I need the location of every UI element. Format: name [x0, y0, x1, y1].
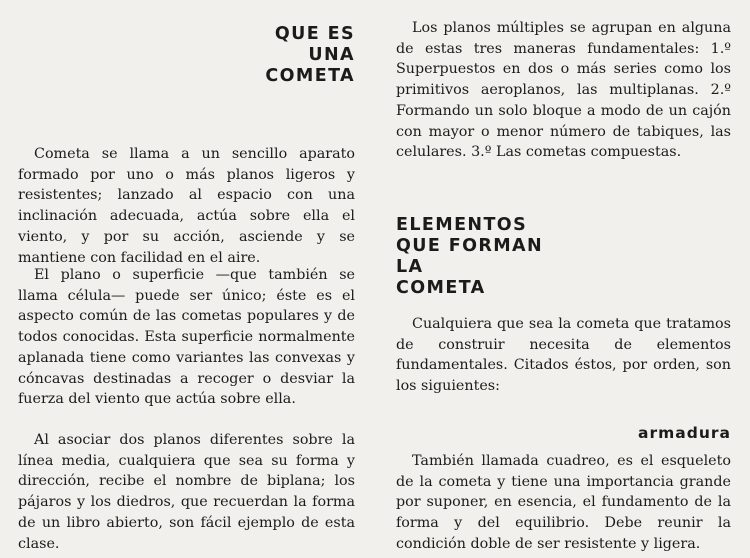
paragraph: El plano o superficie —que también se llama célula— puede ser único; éste es el aspecto común de las cometas populares y de todos conocidas. Esta superficie normalmente aplanada tiene como variantes las convexas y cóncavas destinadas a recoger o desviar la fuerza del viento que actúa sobre ella.	[18, 267, 355, 408]
heading-line: LA	[396, 257, 424, 277]
paragraph: También llamada cuadreo, es el esqueleto de la cometa y tiene una importancia grande por suponer, en esencia, el fundamento de la forma y del equilibrio. Debe reunir la condición doble de ser resistente y ligera.	[396, 453, 731, 552]
heading-line: QUE ES	[274, 24, 355, 44]
section-heading-elementos	[396, 215, 543, 299]
heading-line: COMETA	[265, 66, 355, 86]
paragraph: Al asociar dos planos diferentes sobre la línea media, cualquiera que sea su forma y dirección, recibe el nombre de biplana; los pájaros y los diedros, que recuerdan la forma de un libro abierto, son fácil ejemplo de esta clase.	[18, 432, 355, 552]
heading-line: ELEMENTOS	[396, 215, 528, 235]
heading-line: COMETA	[396, 278, 486, 298]
section-heading-que-es-una-cometa	[265, 24, 355, 87]
heading-line: UNA	[308, 45, 355, 65]
paragraph: Los planos múltiples se agrupan en alguna de estas tres maneras fundamentales: 1.º Superpuestos en dos o más series como los primitivos aeroplanos, las multiplanas. 2.º Formando un solo bloque a modo de un cajón con mayor o menor número de tabiques, las celulares. 3.º Las cometas compuestas.	[396, 20, 731, 161]
paragraph: Cometa se llama a un sencillo aparato formado por uno o más planos ligeros y resistentes; lanzado al espacio con una inclinación adecuada, actúa sobre ella el viento, y por su acción, asciende y se mantiene con facilidad en el aire.	[18, 146, 355, 266]
subheading-armadura: armadura	[638, 424, 731, 442]
heading-line: QUE FORMAN	[396, 236, 544, 256]
paragraph: Cualquiera que sea la cometa que tratamos de construir necesita de elementos fundamentales. Citados éstos, por orden, son los siguientes:	[396, 316, 731, 395]
